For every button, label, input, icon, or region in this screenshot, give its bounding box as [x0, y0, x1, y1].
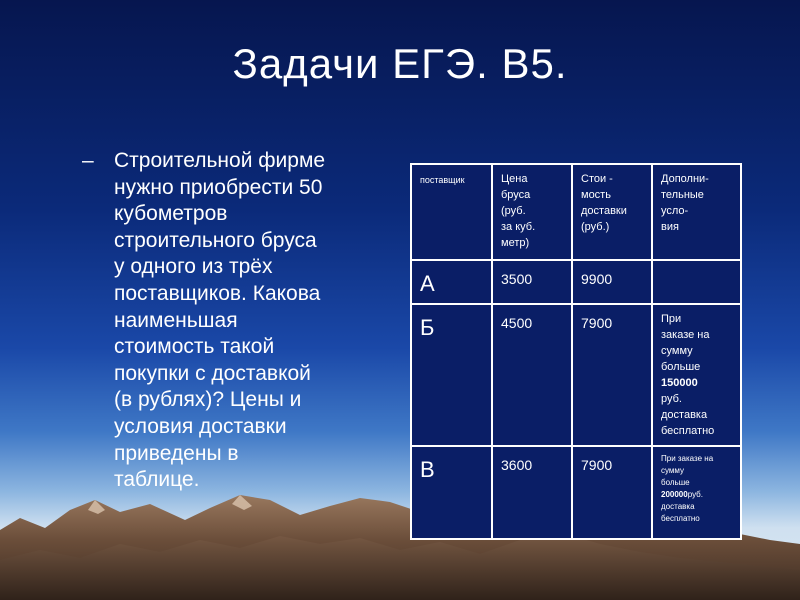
bullet-line: Строительной фирме	[114, 149, 326, 172]
header-extra-line: вия	[661, 221, 679, 233]
condition-line: При	[661, 313, 682, 325]
bullet-line: строительного бруса	[114, 228, 317, 252]
bullet-line: кубометров	[114, 202, 228, 226]
header-delivery	[572, 164, 652, 260]
condition-line: сумму	[661, 466, 684, 475]
header-price-line: за куб.	[501, 221, 536, 233]
price-cell: 4500	[492, 304, 572, 446]
condition-line: бесплатно	[661, 425, 715, 437]
price-cell: 3500	[492, 260, 572, 304]
condition-line: больше	[661, 361, 701, 373]
bullet-line: покупки с доставкой	[114, 361, 311, 385]
table-row	[411, 446, 741, 539]
bullet-line: приведены в	[114, 441, 239, 465]
header-extra-line: Дополни-	[661, 173, 709, 185]
table-row	[411, 304, 741, 446]
condition-line: бесплатно	[661, 514, 700, 523]
slide-title: Задачи ЕГЭ. В5.	[232, 40, 568, 87]
bullet-line: поставщиков. Какова	[114, 281, 321, 305]
bullet-line: таблице.	[114, 468, 200, 492]
condition-unit: руб.	[687, 490, 703, 499]
condition-line: руб.	[661, 393, 682, 405]
bullet-dash: –	[82, 149, 94, 172]
supplier-label: В	[411, 446, 492, 539]
price-cell: 3600	[492, 446, 572, 539]
supplier-label: А	[411, 260, 492, 304]
header-price-line: Цена	[501, 173, 528, 185]
header-delivery-line: (руб.)	[581, 221, 610, 233]
header-supplier: поставщик	[411, 164, 492, 260]
conditions-cell	[652, 446, 741, 539]
header-price-line: метр)	[501, 237, 530, 249]
delivery-cell: 9900	[572, 260, 652, 304]
condition-line	[661, 489, 732, 501]
header-price-line: (руб.	[501, 205, 526, 217]
condition-line: доставка	[661, 409, 708, 421]
conditions-cell	[652, 260, 741, 304]
conditions-cell	[652, 304, 741, 446]
header-price	[492, 164, 572, 260]
bullet-line: у одного из трёх	[114, 255, 273, 279]
header-delivery-line: мость	[581, 189, 611, 201]
condition-amount: 200000	[661, 490, 688, 499]
condition-line: 150000	[661, 377, 698, 389]
condition-line: доставка	[661, 502, 695, 511]
condition-line: сумму	[661, 345, 693, 357]
header-extra-line: тельные	[661, 189, 704, 201]
table-row	[411, 260, 741, 304]
condition-line: больше	[661, 478, 690, 487]
bullet-line: наименьшая	[114, 308, 238, 332]
condition-line: При заказе на	[661, 454, 714, 463]
header-extra-line: усло-	[661, 205, 689, 217]
bullet-line: (в рублях)? Цены и	[114, 388, 302, 412]
header-price-line: бруса	[501, 189, 531, 201]
bullet-line: стоимость такой	[114, 335, 275, 359]
header-delivery-line: доставки	[581, 205, 627, 217]
bullet-line: условия доставки	[114, 414, 287, 438]
header-extra-conditions	[652, 164, 741, 260]
suppliers-table	[410, 163, 742, 540]
table-header-row	[411, 164, 741, 260]
header-delivery-line: Стои -	[581, 173, 613, 185]
delivery-cell: 7900	[572, 304, 652, 446]
condition-line: заказе на	[661, 329, 710, 341]
bullet-line: нужно приобрести 50	[114, 175, 323, 199]
supplier-label: Б	[411, 304, 492, 446]
delivery-cell: 7900	[572, 446, 652, 539]
